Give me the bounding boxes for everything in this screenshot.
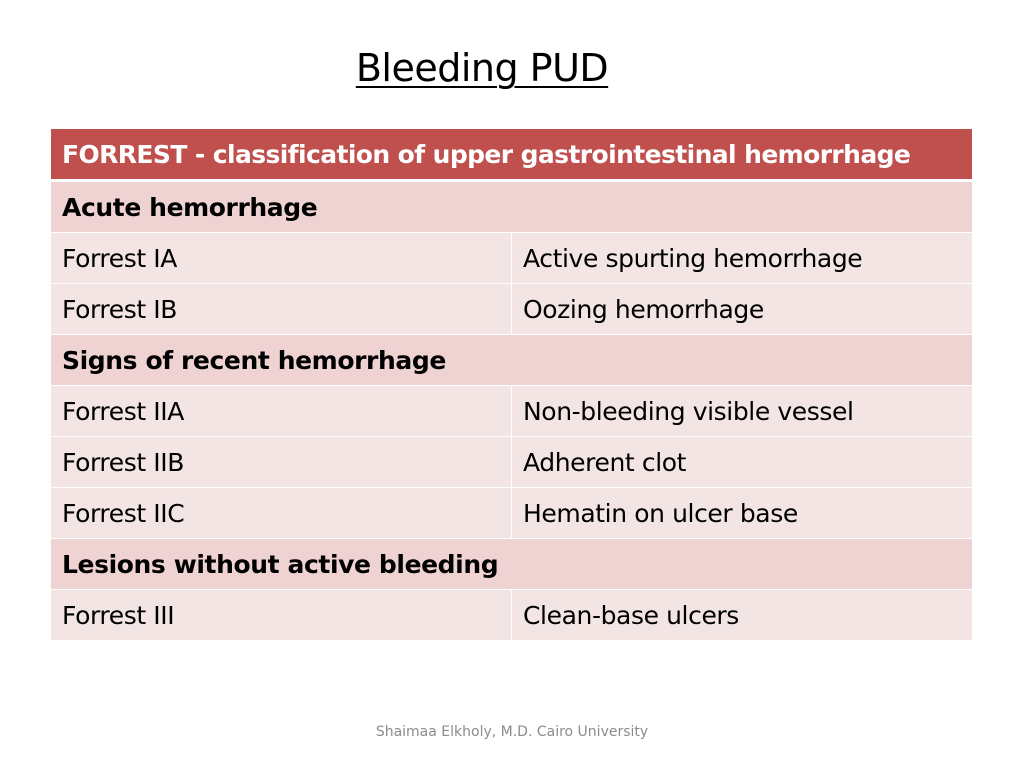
grade-cell: Forrest III: [51, 590, 512, 641]
forrest-classification-table: [51, 129, 972, 641]
slide-footer: Shaimaa Elkholy, M.D. Cairo University: [375, 724, 649, 740]
slide-title: Bleeding PUD: [355, 46, 609, 90]
table-row: [51, 590, 972, 641]
table-row: [51, 488, 972, 539]
section-heading: Signs of recent hemorrhage: [51, 335, 972, 386]
description-cell: Oozing hemorrhage: [512, 284, 973, 335]
table-row: [51, 386, 972, 437]
table-row: [51, 437, 972, 488]
grade-cell: Forrest IA: [51, 233, 512, 284]
table-row: [51, 284, 972, 335]
grade-cell: Forrest IB: [51, 284, 512, 335]
table-header-cell: FORREST - classification of upper gastrointestinal hemorrhage: [51, 129, 972, 181]
section-row-recent: [51, 335, 972, 386]
description-cell: Adherent clot: [512, 437, 973, 488]
grade-cell: Forrest IIA: [51, 386, 512, 437]
grade-cell: Forrest IIB: [51, 437, 512, 488]
description-cell: Non-bleeding visible vessel: [512, 386, 973, 437]
section-row-acute: [51, 181, 972, 233]
section-row-no-active-bleeding: [51, 539, 972, 590]
description-cell: Clean-base ulcers: [512, 590, 973, 641]
description-cell: Hematin on ulcer base: [512, 488, 973, 539]
table-row: [51, 233, 972, 284]
section-heading: Acute hemorrhage: [51, 181, 972, 233]
description-cell: Active spurting hemorrhage: [512, 233, 973, 284]
section-heading: Lesions without active bleeding: [51, 539, 972, 590]
grade-cell: Forrest IIC: [51, 488, 512, 539]
table-header-row: [51, 129, 972, 181]
